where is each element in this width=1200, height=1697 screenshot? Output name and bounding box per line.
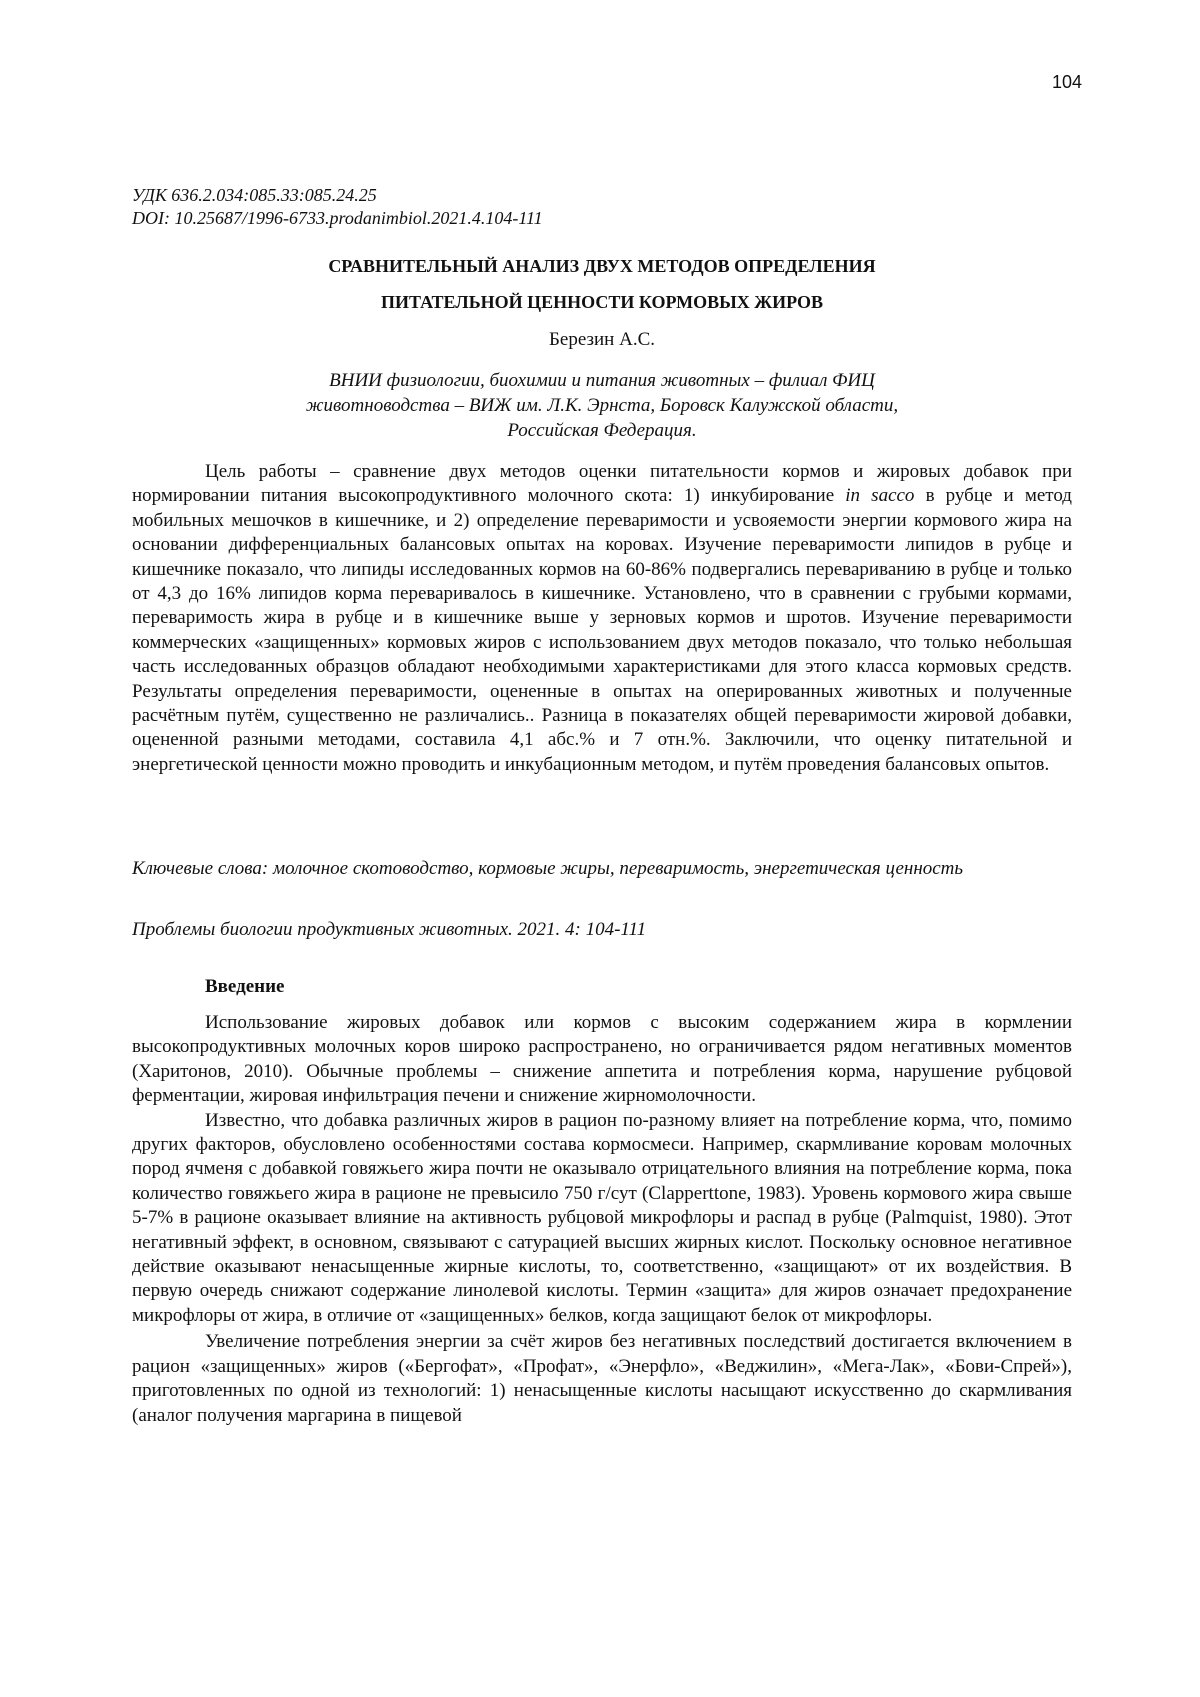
- abstract: [132, 460, 1072, 777]
- paragraph: Увеличение потребления энергии за счёт жиров без негативных последствий достигается включением в рацион «защищенных» жиров («Бергофат», «Профат», «Энерфло», «Веджилин», «Мега-Лак», «Бови-Спрей»), приготовленных по одной из технологий: 1) ненасыщенные кислоты насыщают искусственно до скармливания (аналог получения маргарина в пищевой: [132, 1331, 1072, 1426]
- udc-code: УДК 636.2.034:085.33:085.24.25: [132, 185, 377, 205]
- journal-reference: Проблемы биологии продуктивных животных. 2021. 4: 104-111: [132, 919, 647, 940]
- paragraph: Известно, что добавка различных жиров в рацион по-разному влияет на потребление корма, что, помимо других факторов, обусловлено особенностями состава кормосмеси. Например, скармливание коровам молочных пород ячменя с добавкой говяжьего жира почти не оказывало отрицательного влияния на потребление корма, пока количество говяжьего жира в рационе не превысило 750 г/сут (Clapperttone, 1983). Уровень кормового жира свыше 5-7% в рационе оказывает влияние на активность рубцовой микрофлоры и распад в рубце (Palmquist, 1980). Этот негативный эффект, в основном, связывают с сатурацией высших жирных кислот. Поскольку основное негативное действие оказывают ненасыщенные жирные кислоты, то, соответственно, «защищают» от их воздействия. В первую очередь снижают содержание линолевой кислоты. Термин «защита» для жиров означает предохранение микрофлоры от жира, в отличие от «защищенных» белков, когда защищают белок от микрофлоры.: [132, 1109, 1072, 1326]
- page-number: 104: [1051, 72, 1082, 92]
- abstract-text-1: Цель работы – сравнение двух методов оценки питательности кормов и жировых добавок при нормировании питания высокопродуктивного молочного скота: 1) инкубирование: [132, 461, 1072, 507]
- keywords: Ключевые слова: молочное скотоводство, кормовые жиры, переваримость, энергетическая ценность: [132, 858, 964, 879]
- affiliation: [132, 368, 1072, 443]
- author: Березин А.С.: [549, 329, 655, 350]
- abstract-text-2: в рубце и метод мобильных мешочков в кишечнике, и 2) определение переваримости и усвояемости энергии кормового жира на основании дифференциальных балансовых опытах на коровах. Изучение переваримости липидов в рубце и кишечнике показало, что липиды исследованных кормов на 60-86% подвергались перевариванию в рубце и только от 4,3 до 16% липидов корма переваривалось в кишечнике. Установлено, что в сравнении с грубыми кормами, переваримость жира в рубце и в кишечнике выше у зерновых кормов и шротов. Изучение переваримости коммерческих «защищенных» кормовых жиров с использованием двух методов показало, что только небольшая часть исследованных образцов обладают необходимыми характеристиками для этого класса кормовых средств. Результаты определения переваримости, оцененные в опытах на оперированных животных и полученные расчётным путём, существенно не различались.. Разница в показателях общей переваримости жировой добавки, оцененной разными методами, составила 4,1 абс.% и 7 отн.%. Заключили, что оценку питательной и энергетической ценности можно проводить и инкубационным методом, и путём проведения балансовых опытов.: [132, 485, 1072, 775]
- doi: DOI: 10.25687/1996-6733.prodanimbiol.2021.4.104-111: [132, 208, 543, 228]
- article-title-line-2: ПИТАТЕЛЬНОЙ ЦЕННОСТИ КОРМОВЫХ ЖИРОВ: [381, 292, 823, 312]
- abstract-in-sacco: in sacco: [845, 485, 915, 507]
- affiliation-line-2: животноводства – ВИЖ им. Л.К. Эрнста, Боровск Калужской области,: [305, 395, 899, 416]
- affiliation-line-1: ВНИИ физиологии, биохимии и питания животных – филиал ФИЦ: [329, 370, 875, 391]
- affiliation-line-3: Российская Федерация.: [507, 420, 697, 441]
- section-heading-introduction: Введение: [205, 976, 285, 997]
- article-metadata: [132, 184, 543, 230]
- introduction-body: [132, 1011, 1072, 1428]
- paragraph: Использование жировых добавок или кормов с высоким содержанием жира в кормлении высокопродуктивных молочных коров широко распространено, но ограничивается рядом негативных моментов (Харитонов, 2010). Обычные проблемы – снижение аппетита и потребления корма, нарушение рубцовой ферментации, жировая инфильтрация печени и снижение жирномолочности.: [132, 1012, 1072, 1107]
- article-title-line-1: СРАВНИТЕЛЬНЫЙ АНАЛИЗ ДВУХ МЕТОДОВ ОПРЕДЕЛЕНИЯ: [328, 256, 876, 276]
